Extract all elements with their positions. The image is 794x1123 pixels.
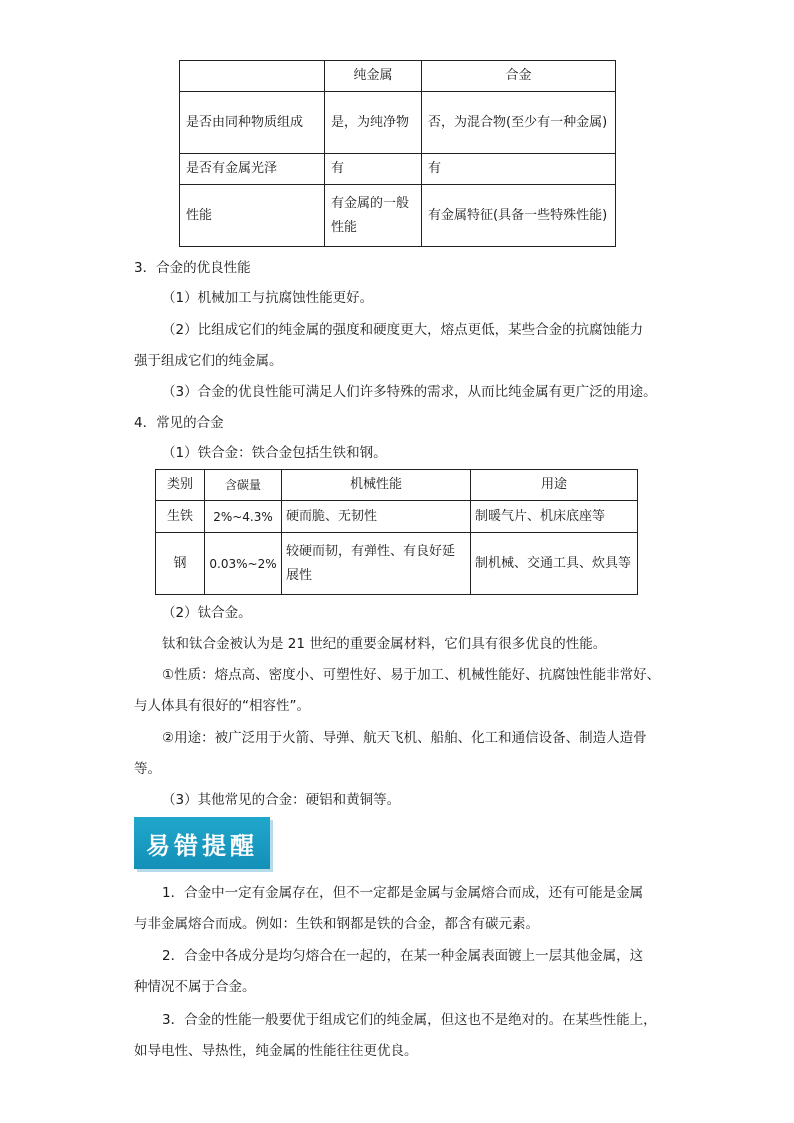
table-row xyxy=(156,533,638,595)
table-cell: 是，为纯净物 xyxy=(325,92,422,154)
paragraph: （2）钛合金。 xyxy=(162,605,252,621)
table-header-cell: 用途 xyxy=(471,470,638,501)
table-header-cell: 纯金属 xyxy=(325,61,422,92)
table-cell: 有 xyxy=(325,154,422,185)
table-cell: 生铁 xyxy=(156,501,205,533)
table-cell: 有金属特征(具备一些特殊性能) xyxy=(422,185,616,247)
paragraph: （1）铁合金：铁合金包括生铁和钢。 xyxy=(162,445,387,461)
paragraph: （1）机械加工与抗腐蚀性能更好。 xyxy=(162,290,374,306)
paragraph: 与人体具有很好的“相容性”。 xyxy=(134,698,310,714)
tip-paragraph: 3．合金的性能一般要优于组成它们的纯金属，但这也不是绝对的。在某些性能上， xyxy=(162,1012,657,1028)
paragraph: 钛和钛合金被认为是 21 世纪的重要金属材料，它们具有很多优良的性能。 xyxy=(162,636,607,652)
table-header-cell: 合金 xyxy=(422,61,616,92)
table-cell: 有金属的一般性能 xyxy=(325,185,422,247)
paragraph: 强于组成它们的纯金属。 xyxy=(134,353,283,369)
tip-paragraph: 与非金属熔合而成。例如：生铁和钢都是铁的合金，都含有碳元素。 xyxy=(134,916,539,932)
iron-alloy-table xyxy=(155,469,638,595)
paragraph: ①性质：熔点高、密度小、可塑性好、易于加工、机械性能好、抗腐蚀性能非常好、 xyxy=(162,667,661,683)
section-heading: 4．常见的合金 xyxy=(134,415,224,431)
table-cell xyxy=(180,61,325,92)
table-cell: 2%~4.3% xyxy=(205,501,282,533)
table-header-row xyxy=(156,470,638,501)
table-header-cell: 类别 xyxy=(156,470,205,501)
table-cell: 制暖气片、机床底座等 xyxy=(471,501,638,533)
pure-metal-vs-alloy-table xyxy=(179,60,616,247)
tip-paragraph: 种情况不属于合金。 xyxy=(134,979,256,995)
common-mistakes-banner: 易错提醒 xyxy=(134,817,270,869)
table-cell: 否，为混合物(至少有一种金属) xyxy=(422,92,616,154)
table-row xyxy=(180,185,616,247)
table-cell: 有 xyxy=(422,154,616,185)
table-row xyxy=(180,154,616,185)
table-header-row xyxy=(180,61,616,92)
table-cell: 硬而脆、无韧性 xyxy=(282,501,471,533)
table-row xyxy=(180,92,616,154)
paragraph: （2）比组成它们的纯金属的强度和硬度更大，熔点更低，某些合金的抗腐蚀能力 xyxy=(162,322,644,338)
table-cell: 较硬而韧，有弹性、有良好延展性 xyxy=(282,533,471,595)
table-cell: 制机械、交通工具、炊具等 xyxy=(471,533,638,595)
paragraph: （3）其他常见的合金：硬铝和黄铜等。 xyxy=(162,792,401,808)
table-cell: 性能 xyxy=(180,185,325,247)
tip-paragraph: 2．合金中各成分是均匀熔合在一起的，在某一种金属表面镀上一层其他金属，这 xyxy=(162,948,644,964)
table-cell: 钢 xyxy=(156,533,205,595)
paragraph: （3）合金的优良性能可满足人们许多特殊的需求，从而比纯金属有更广泛的用途。 xyxy=(162,384,657,400)
table-header-cell: 机械性能 xyxy=(282,470,471,501)
paragraph: 等。 xyxy=(134,761,161,777)
tip-paragraph: 1．合金中一定有金属存在，但不一定都是金属与金属熔合而成，还有可能是金属 xyxy=(162,885,644,901)
table-cell: 0.03%~2% xyxy=(205,533,282,595)
section-heading: 3．合金的优良性能 xyxy=(134,260,251,276)
table-cell: 是否由同种物质组成 xyxy=(180,92,325,154)
tip-paragraph: 如导电性、导热性，纯金属的性能往往更优良。 xyxy=(134,1043,418,1059)
table-cell: 是否有金属光泽 xyxy=(180,154,325,185)
table-header-cell: 含碳量 xyxy=(205,470,282,501)
paragraph: ②用途：被广泛用于火箭、导弹、航天飞机、船舶、化工和通信设备、制造人造骨 xyxy=(162,730,647,746)
table-row xyxy=(156,501,638,533)
